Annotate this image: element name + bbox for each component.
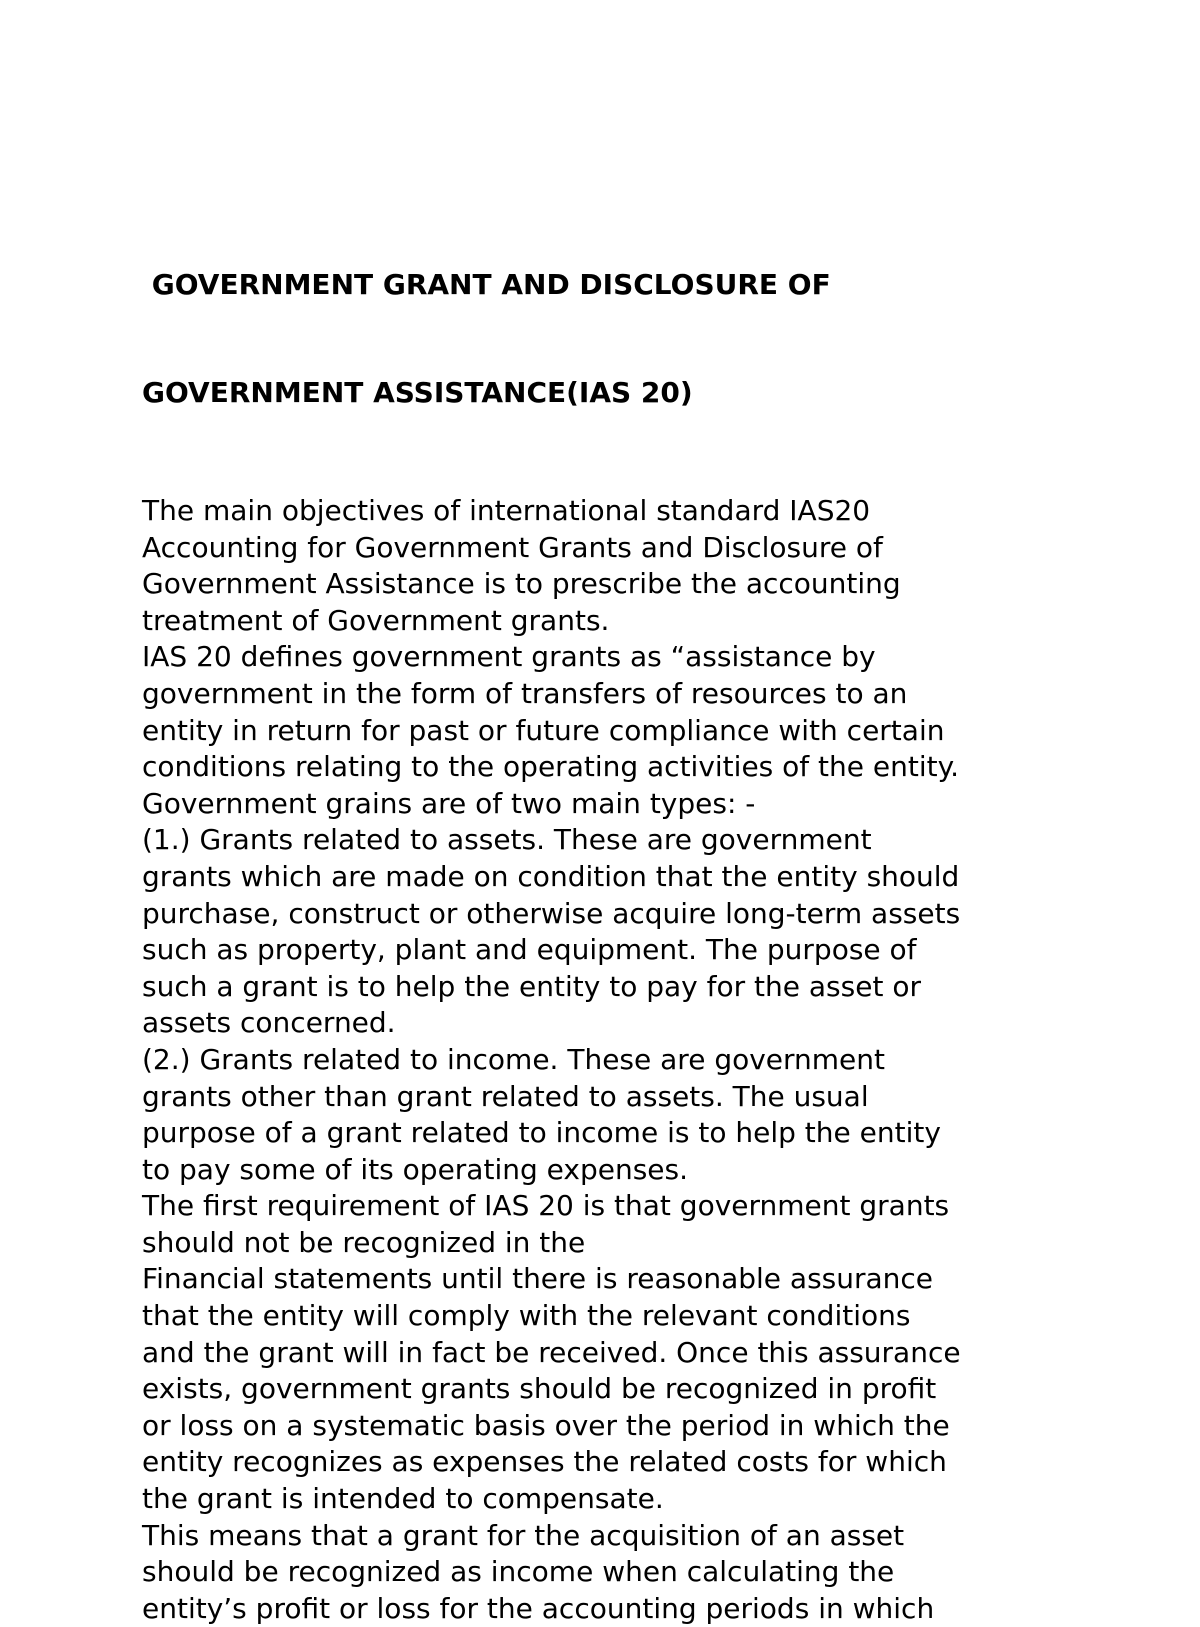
body-line: IAS 20 defines government grants as “assistance by xyxy=(142,640,876,674)
body-line: grants other than grant related to assets. The usual xyxy=(142,1079,869,1113)
body-line: entity’s profit or loss for the accounting periods in which xyxy=(142,1591,935,1625)
body-line: the grant is intended to compensate. xyxy=(142,1482,664,1516)
body-line: Accounting for Government Grants and Disclosure of xyxy=(142,530,883,564)
body-line: entity recognizes as expenses the related costs for which xyxy=(142,1445,947,1479)
body-line: that the entity will comply with the relevant conditions xyxy=(142,1299,911,1333)
body-line: or loss on a systematic basis over the period in which the xyxy=(142,1408,950,1442)
body-line: (2.) Grants related to income. These are government xyxy=(142,1042,886,1076)
body-line: This means that a grant for the acquisition of an asset xyxy=(142,1518,905,1552)
document-body xyxy=(142,493,1142,1627)
body-line: purpose of a grant related to income is to help the entity xyxy=(142,1116,941,1150)
body-line: such a grant is to help the entity to pay for the asset or xyxy=(142,969,921,1003)
body-line: treatment of Government grants. xyxy=(142,603,610,637)
body-line: conditions relating to the operating activities of the entity. xyxy=(142,750,960,784)
body-line: and the grant will in fact be received. Once this assurance xyxy=(142,1335,961,1369)
body-line: Government grains are of two main types: - xyxy=(142,786,756,820)
body-line: such as property, plant and equipment. The purpose of xyxy=(142,933,917,967)
body-line: should be recognized as income when calculating the xyxy=(142,1555,895,1589)
body-line: assets concerned. xyxy=(142,1006,396,1040)
body-line: exists, government grants should be recognized in profit xyxy=(142,1372,937,1406)
body-line: Government Assistance is to prescribe the accounting xyxy=(142,567,901,601)
body-line: entity in return for past or future compliance with certain xyxy=(142,713,945,747)
body-line: The main objectives of international standard IAS20 xyxy=(142,494,871,527)
document-content xyxy=(142,195,1142,1627)
body-line: (1.) Grants related to assets. These are government xyxy=(142,823,872,857)
title-line: GOVERNMENT GRANT AND DISCLOSURE OF xyxy=(142,268,831,301)
body-line: purchase, construct or otherwise acquire long-term assets xyxy=(142,896,961,930)
document-title xyxy=(142,195,1142,483)
body-line: should not be recognized in the xyxy=(142,1225,586,1259)
body-line: The first requirement of IAS 20 is that government grants xyxy=(142,1189,950,1223)
body-line: to pay some of its operating expenses. xyxy=(142,1152,688,1186)
body-line: Financial statements until there is reasonable assurance xyxy=(142,1262,934,1296)
body-line: grants which are made on condition that the entity should xyxy=(142,859,960,893)
title-line: GOVERNMENT ASSISTANCE(IAS 20) xyxy=(142,376,693,409)
body-line: government in the form of transfers of resources to an xyxy=(142,676,908,710)
